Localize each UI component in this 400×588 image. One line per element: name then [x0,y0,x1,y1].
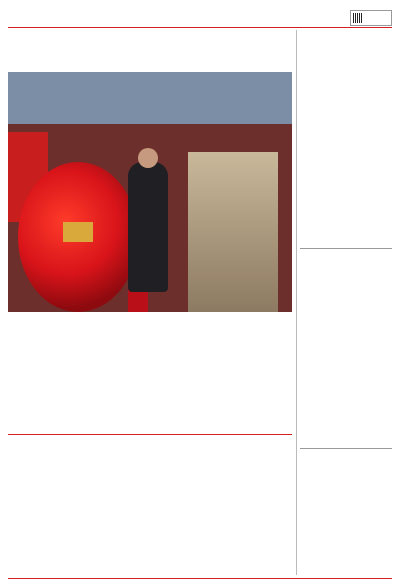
sidebar-rule [296,30,297,575]
sidebar-divider1 [300,248,392,249]
lead-photo [8,72,292,312]
photo-monument [188,152,278,312]
lead-body [8,326,292,431]
photo-emblem [63,222,93,242]
sidebar-body3 [300,458,392,572]
second-body [8,472,292,572]
sidebar-body2 [300,258,392,446]
top-edition-bar [0,0,400,8]
sidebar-divider2 [300,448,392,449]
footer-rule [8,578,392,579]
lead-caption [8,314,292,324]
divider-lower [8,434,292,435]
masthead-rule [8,27,392,28]
sidebar-body1 [300,50,392,247]
photo-figure-head [138,148,158,168]
photo-figure [128,162,168,292]
qr-code-icon [353,13,363,23]
photo-sky [8,72,292,132]
qr-box [350,10,392,26]
date-line [0,2,8,6]
